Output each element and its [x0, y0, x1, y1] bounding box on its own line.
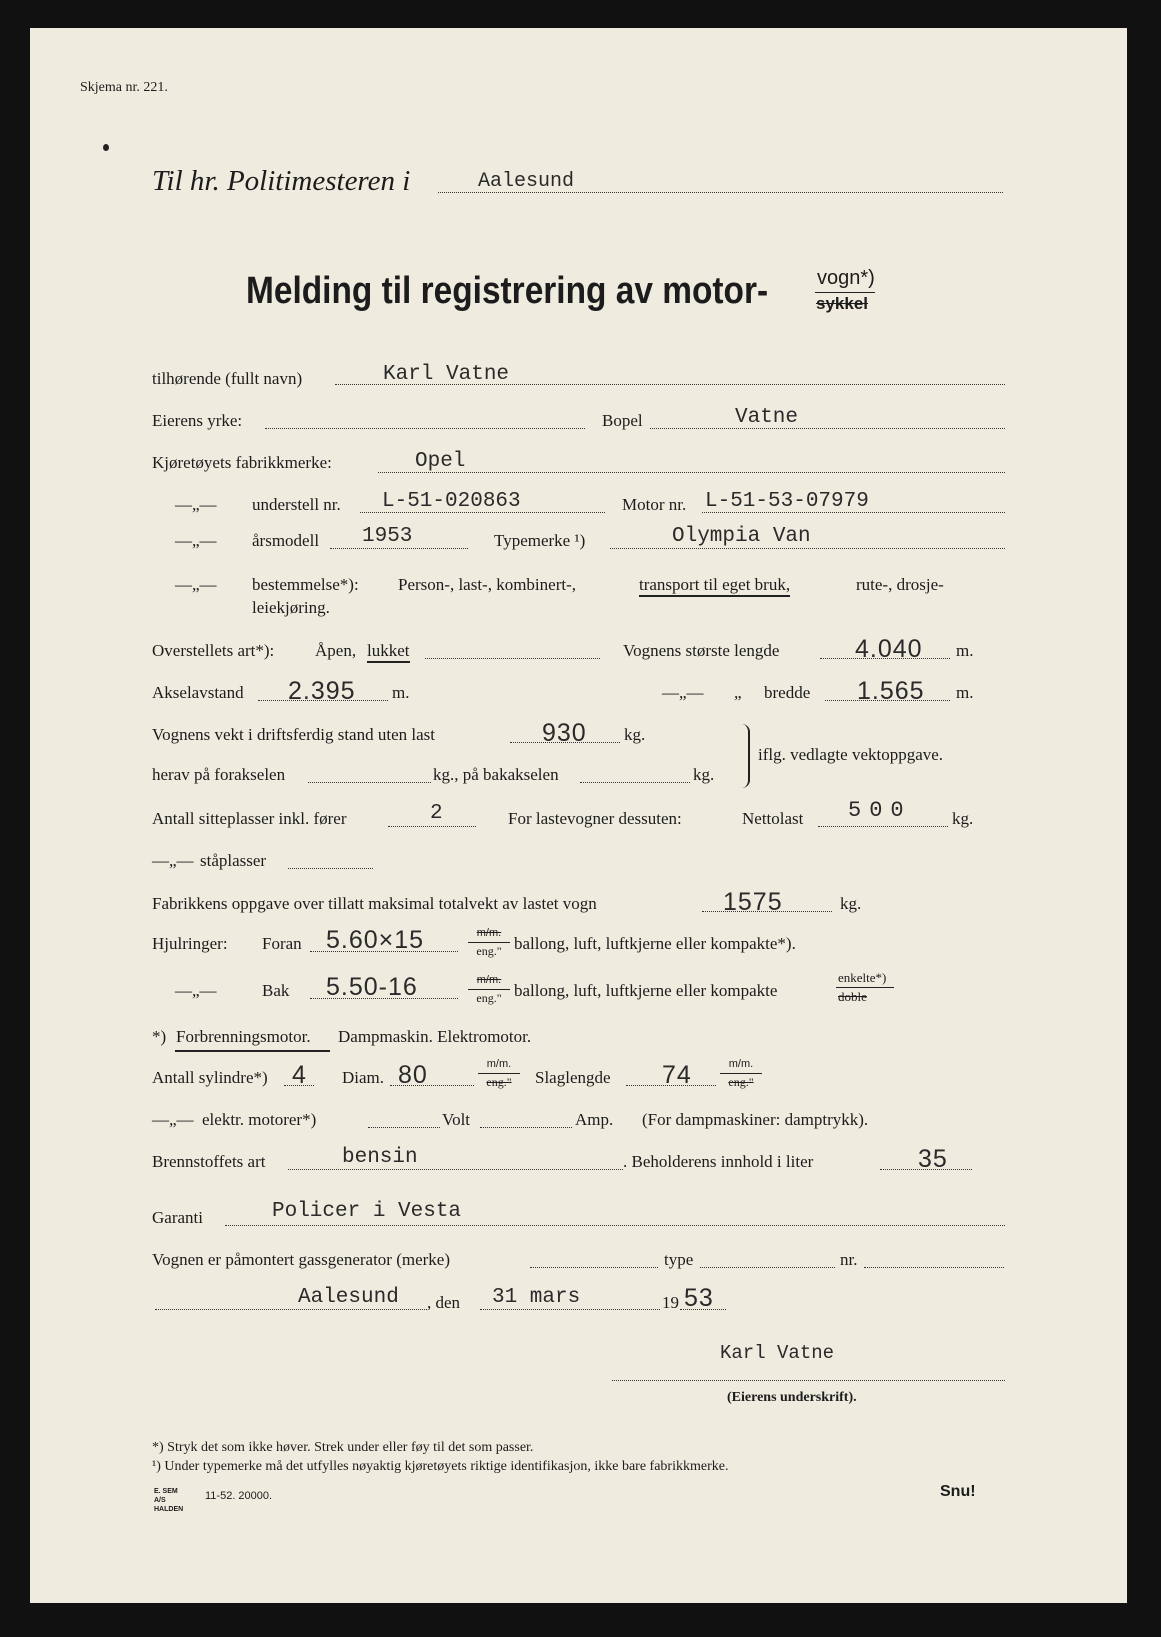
- purpose-options-b: rute-, drosje-: [856, 575, 944, 594]
- ditto-5: —„—: [152, 851, 194, 870]
- rear-value: 5.50-16: [326, 973, 418, 1001]
- form-number: Skjema nr. 221.: [80, 80, 168, 95]
- year-value: 1953: [362, 525, 413, 548]
- diam-unit-eng: eng.": [486, 1075, 512, 1089]
- front-unit-mm: m/m.: [476, 927, 502, 939]
- year-prefix: 19: [662, 1293, 679, 1312]
- tank-label: . Beholderens innhold i liter: [623, 1152, 814, 1171]
- front-value: 5.60×15: [326, 926, 425, 954]
- electric-label: elektr. motorer*): [202, 1110, 317, 1129]
- length-unit: m.: [956, 641, 974, 660]
- type-label: Typemerke ¹): [494, 531, 586, 550]
- rear-label: Bak: [262, 981, 290, 1000]
- form-title: Melding til registrering av motor-: [246, 270, 769, 312]
- stroke-unit-mm: m/m.: [728, 1058, 754, 1070]
- cylinders-value: 4: [292, 1061, 307, 1089]
- body-option-a: Åpen,: [315, 641, 357, 660]
- make-value: Opel: [415, 450, 466, 473]
- year-label: årsmodell: [252, 531, 320, 550]
- fuel-value: bensin: [342, 1146, 418, 1169]
- front-unit-eng: eng.": [476, 944, 502, 958]
- weight-label: Vognens vekt i driftsferdig stand uten last: [152, 725, 435, 744]
- max-weight-unit: kg.: [840, 894, 862, 913]
- date-value: 31 mars: [492, 1286, 581, 1309]
- motor-kind-selected: Forbrenningsmotor.: [176, 1027, 311, 1046]
- standing-label: ståplasser: [200, 851, 267, 870]
- wheelbase-unit: m.: [392, 683, 410, 702]
- seats-label: Antall sitteplasser inkl. fører: [152, 809, 347, 828]
- body-selected: lukket: [367, 641, 410, 663]
- engine-label: Motor nr.: [622, 495, 687, 514]
- payload-unit: kg.: [952, 809, 974, 828]
- address-value: Aalesund: [478, 170, 575, 193]
- wheelbase-value: 2.395: [288, 677, 356, 705]
- weight-unit: kg.: [624, 725, 646, 744]
- cylinders-label: Antall sylindre*): [152, 1068, 268, 1087]
- printer-mark: E. SEM A/S HALDEN: [154, 1488, 184, 1513]
- width-label: bredde: [764, 683, 811, 702]
- seats-value: 2: [430, 802, 443, 825]
- payload-value: 500: [848, 798, 912, 823]
- stroke-label: Slaglengde: [535, 1068, 611, 1087]
- front-tire-types: ballong, luft, luftkjerne eller kompakte*).: [514, 934, 796, 953]
- steam-note: (For dampmaskiner: damptrykk).: [642, 1110, 869, 1129]
- form-sheet: [30, 28, 1127, 1603]
- ditto-7: —„—: [152, 1110, 194, 1129]
- diam-value: 80: [398, 1061, 428, 1089]
- rear-enkelte: enkelte*): [838, 970, 887, 985]
- title-fraction-line: [815, 292, 875, 293]
- gas-type-label: type: [664, 1250, 694, 1269]
- diam-unit-mm: m/m.: [486, 1058, 512, 1070]
- ink-dot: [103, 144, 109, 151]
- max-weight-value: 1575: [723, 888, 783, 916]
- length-value: 4.040: [855, 635, 923, 663]
- ditto-2: —„—: [175, 531, 217, 550]
- stroke-unit-line: [720, 1073, 762, 1074]
- address-label: Til hr. Politimesteren i: [152, 165, 411, 197]
- footnote-1: *) Stryk det som ikke høver. Strek under eller føy til det som passer.: [152, 1440, 534, 1455]
- year-suffix: 53: [684, 1284, 714, 1312]
- weight-brace: [738, 724, 750, 788]
- print-info: 11-52. 20000.: [205, 1490, 273, 1502]
- payload-label: Nettolast: [742, 809, 804, 828]
- owner-value: Karl Vatne: [383, 363, 510, 386]
- guarantee-value: Policer i Vesta: [272, 1200, 462, 1223]
- weight-note: iflg. vedlagte vektoppgave.: [758, 745, 944, 764]
- width-value: 1.565: [857, 677, 925, 705]
- rear-unit-line: [468, 989, 510, 990]
- front-unit-line: [468, 942, 510, 943]
- front-label: Foran: [262, 934, 302, 953]
- make-label: Kjøretøyets fabrikkmerke:: [152, 453, 332, 472]
- ditto-1: —„—: [175, 495, 217, 514]
- max-weight-label: Fabrikkens oppgave over tillatt maksimal totalvekt av lastet vogn: [152, 894, 597, 913]
- purpose-options-a: Person-, last-, kombinert-,: [398, 575, 576, 594]
- place-value: Aalesund: [298, 1286, 399, 1309]
- purpose-selected: transport til eget bruk,: [639, 575, 790, 597]
- date-separator: , den: [427, 1293, 461, 1312]
- width-ditto: „: [734, 683, 742, 702]
- chassis-label: understell nr.: [252, 495, 341, 514]
- motor-kinds-rest: Dampmaskin. Elektromotor.: [338, 1027, 532, 1046]
- stroke-value: 74: [662, 1061, 692, 1089]
- tank-value: 35: [918, 1145, 948, 1173]
- type-value: Olympia Van: [672, 525, 811, 548]
- purpose-label: bestemmelse*):: [252, 575, 359, 594]
- volt-label: Volt: [442, 1110, 471, 1129]
- width-unit: m.: [956, 683, 974, 702]
- chassis-value: L-51-020863: [382, 490, 521, 513]
- weight-value: 930: [542, 719, 587, 747]
- engine-value: L-51-53-07979: [705, 490, 869, 513]
- payload-intro: For lastevogner dessuten:: [508, 809, 682, 828]
- residence-label: Bopel: [602, 411, 643, 430]
- purpose-options-c: leiekjøring.: [252, 598, 330, 617]
- guarantee-label: Garanti: [152, 1208, 203, 1227]
- title-sykkel-struck: sykkel: [816, 294, 868, 313]
- wheelbase-label: Akselavstand: [152, 683, 244, 702]
- residence-value: Vatne: [735, 406, 799, 429]
- occupation-label: Eierens yrke:: [152, 411, 243, 430]
- rear-unit-eng: eng.": [476, 991, 502, 1005]
- motor-kinds-prefix: *): [152, 1027, 167, 1046]
- amp-label: Amp.: [575, 1110, 614, 1129]
- owner-label: tilhørende (fullt navn): [152, 369, 303, 388]
- signature-label: (Eierens underskrift).: [727, 1390, 857, 1405]
- rear-axle-unit: kg.: [693, 765, 715, 784]
- gas-label: Vognen er påmontert gassgenerator (merke): [152, 1250, 451, 1269]
- rear-fraction-line: [836, 987, 894, 988]
- diam-unit-line: [478, 1073, 520, 1074]
- stroke-unit-eng: eng.": [728, 1075, 754, 1089]
- front-axle-label: herav på forakselen: [152, 765, 286, 784]
- footnote-2: ¹) Under typemerke må det utfylles nøyaktig kjøretøyets riktige identifikasjon, ikke bare fabrikkmerke.: [152, 1459, 729, 1474]
- gas-nr-label: nr.: [840, 1250, 858, 1269]
- body-label: Overstellets art*):: [152, 641, 275, 660]
- diam-label: Diam.: [342, 1068, 385, 1087]
- rear-doble-struck: doble: [838, 989, 867, 1004]
- rear-axle-label: kg., på bakakselen: [433, 765, 559, 784]
- rear-tire-types: ballong, luft, luftkjerne eller kompakte: [514, 981, 778, 1000]
- rear-unit-mm: m/m.: [476, 974, 502, 986]
- ditto-3: —„—: [175, 575, 217, 594]
- ditto-4: —„—: [662, 683, 704, 702]
- tires-label: Hjulringer:: [152, 934, 228, 953]
- signature-value: Karl Vatne: [720, 1342, 835, 1364]
- ditto-6: —„—: [175, 981, 217, 1000]
- motor-kind-underline: [175, 1050, 330, 1052]
- length-label: Vognens største lengde: [623, 641, 780, 660]
- title-vogn: vogn*): [817, 267, 875, 289]
- turn-over: Snu!: [940, 1483, 976, 1500]
- fuel-label: Brennstoffets art: [152, 1152, 266, 1171]
